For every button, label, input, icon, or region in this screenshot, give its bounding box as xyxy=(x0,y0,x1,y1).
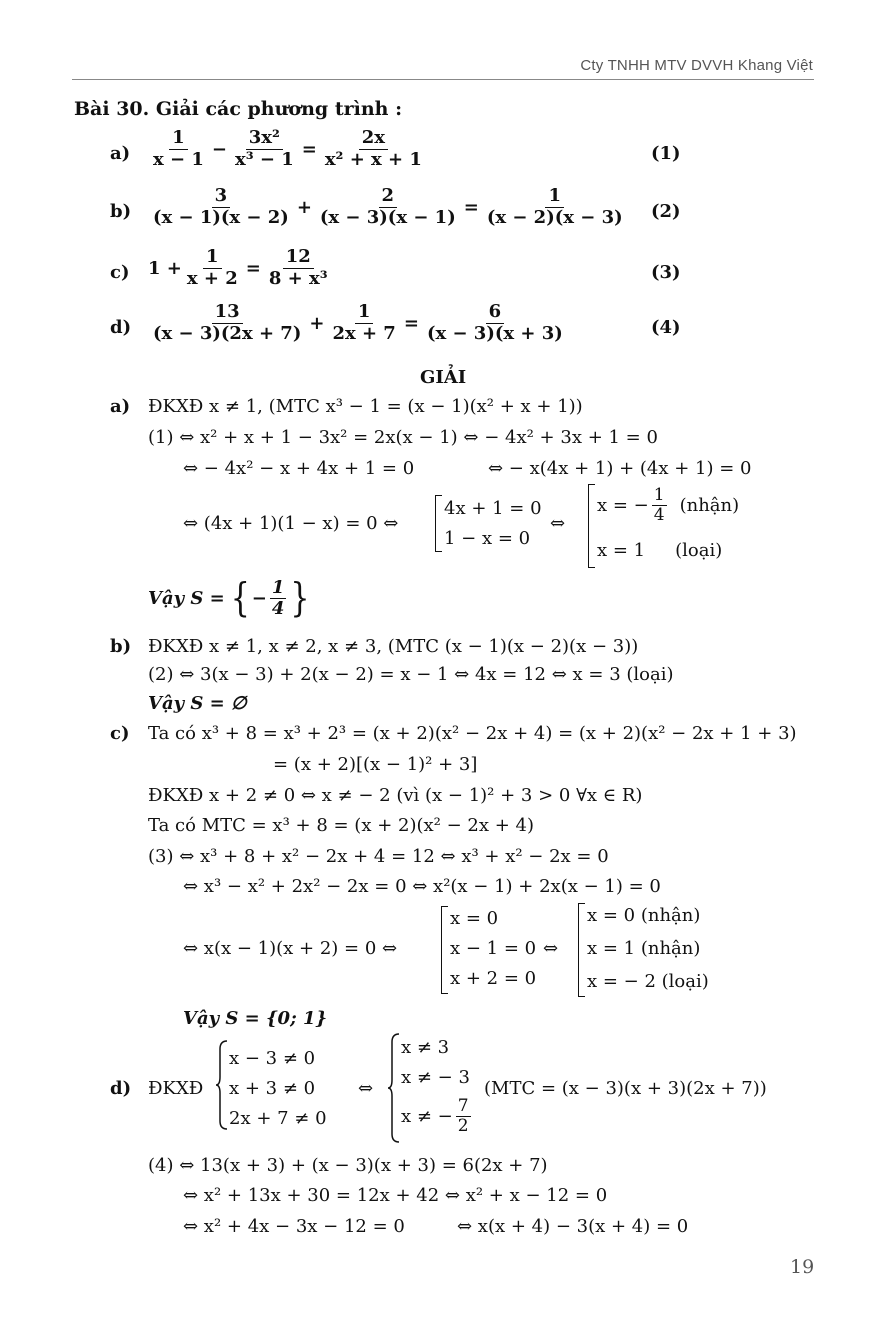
solution-a-line2: (1) ⇔ x² + x + 1 − 3x² = 2x(x − 1) ⇔ − 4x² + 3x + 1 = 0 xyxy=(148,427,658,448)
solution-a-line3b: ⇔ − x(4x + 1) + (4x + 1) = 0 xyxy=(488,458,752,479)
fraction: $\frac{1}{2x + 7}$ xyxy=(332,301,396,344)
fraction: $\frac{1}{(x - 2)(x - 3)}$ xyxy=(486,185,623,228)
equation-number: (4) xyxy=(651,317,681,338)
solution-c-conclusion: Vậy S = {0; 1} xyxy=(183,1008,328,1029)
solution-a-conclusion: Vậy S = { − $\frac{1}{4}$ } xyxy=(148,575,310,622)
system-line: 2x + 7 ≠ 0 xyxy=(229,1108,327,1129)
bracket xyxy=(588,484,595,568)
system-line: x ≠ − $\frac{7}{2}$ xyxy=(401,1096,469,1136)
brace xyxy=(387,1032,401,1144)
system-line: x ≠ 3 xyxy=(401,1037,450,1058)
solution-a-line1: ĐKXĐ x ≠ 1, (MTC x³ − 1 = (x − 1)(x² + x + 1)) xyxy=(148,396,583,417)
system-line: x = 0 xyxy=(450,908,499,929)
solution-b-conclusion: Vậy S = ∅ xyxy=(148,693,247,714)
equation-number: (1) xyxy=(651,143,681,164)
solution-c-line4: Ta có MTC = x³ + 8 = (x + 2)(x² − 2x + 4) xyxy=(148,815,534,836)
publisher-header: Cty TNHH MTV DVVH Khang Việt xyxy=(580,57,813,74)
problem-title: Bài 30. Giải các phương trình : xyxy=(74,98,403,120)
fraction: $\frac{2}{(x - 3)(x - 1)}$ xyxy=(319,185,456,228)
solution-c-line1: Ta có x³ + 8 = x³ + 2³ = (x + 2)(x² − 2x + 4) = (x + 2)(x² − 2x + 1 + 3) xyxy=(148,723,797,744)
problem-b-equation: $\frac{3}{(x - 1)(x - 2)}$ + $\frac{2}{(x - 3)(x - 1)}$ = $\frac{1}{(x - 2)(x - 3)}$ xyxy=(148,186,628,228)
solution-d-line3a: ⇔ x² + 4x − 3x − 12 = 0 xyxy=(183,1216,405,1237)
problem-a-equation: $\frac{1}{x - 1}$ − $\frac{\text{3x²}}{\text{x³ − 1}}$ = $\frac{2x}{\text{x² + x + 1}}$ xyxy=(148,128,427,170)
problem-c-label: c) xyxy=(110,262,130,283)
solution-d-line2: ⇔ x² + 13x + 30 = 12x + 42 ⇔ x² + x − 12 = 0 xyxy=(183,1185,608,1206)
solution-d-line3b: ⇔ x(x + 4) − 3(x + 4) = 0 xyxy=(457,1216,689,1237)
fraction: $\frac{12}{\text{8 + x³}}$ xyxy=(268,246,328,289)
solution-c-line6: ⇔ x³ − x² + 2x² − 2x = 0 ⇔ x²(x − 1) + 2x(x − 1) = 0 xyxy=(183,876,661,897)
solution-d-line1: (4) ⇔ 13(x + 3) + (x − 3)(x + 3) = 6(2x + 7) xyxy=(148,1155,548,1176)
system-line: x + 2 = 0 xyxy=(450,968,537,989)
fraction: $\frac{6}{(x - 3)(x + 3)}$ xyxy=(426,301,563,344)
solution-a-line3a: ⇔ − 4x² − x + 4x + 1 = 0 xyxy=(183,458,415,479)
system-line: x − 3 ≠ 0 xyxy=(229,1048,316,1069)
solution-b-line1: ĐKXĐ x ≠ 1, x ≠ 2, x ≠ 3, (MTC (x − 1)(x − 2)(x − 3)) xyxy=(148,636,639,657)
solution-d-mtc: (MTC = (x − 3)(x + 3)(2x + 7)) xyxy=(484,1078,767,1099)
problem-c-equation: 1 + $\frac{1}{x + 2}$ = $\frac{12}{\text{8 + x³}}$ xyxy=(148,247,333,289)
solution-b-label: b) xyxy=(110,636,132,657)
equivalence-arrow: ⇔ xyxy=(550,513,566,534)
solution-c-line5: (3) ⇔ x³ + 8 + x² − 2x + 4 = 12 ⇔ x³ + x² − 2x = 0 xyxy=(148,846,609,867)
solution-b-line2: (2) ⇔ 3(x − 3) + 2(x − 2) = x − 1 ⇔ 4x = 12 ⇔ x = 3 (loại) xyxy=(148,664,674,685)
system-line: 1 − x = 0 xyxy=(444,528,531,549)
solution-d-dkxd: ĐKXĐ xyxy=(148,1078,204,1099)
solution-c-label: c) xyxy=(110,723,130,744)
bracket xyxy=(441,906,448,994)
equation-number: (3) xyxy=(651,262,681,283)
bracket xyxy=(578,903,585,997)
header-rule xyxy=(72,79,814,80)
equation-number: (2) xyxy=(651,201,681,222)
fraction: $\frac{2x}{\text{x² + x + 1}}$ xyxy=(324,127,422,170)
system-line: x = 0 (nhận) xyxy=(587,905,701,926)
bracket xyxy=(435,495,442,552)
solution-a-line4: ⇔ (4x + 1)(1 − x) = 0 ⇔ xyxy=(183,513,399,534)
problem-d-equation: $\frac{13}{(x - 3)(2x + 7)}$ + $\frac{1}{2x + 7}$ = $\frac{6}{(x - 3)(x + 3)}$ xyxy=(148,302,568,344)
fraction: $\frac{1}{x - 1}$ xyxy=(153,127,204,170)
solution-a-label: a) xyxy=(110,396,131,417)
system-line: x − 1 = 0 xyxy=(450,938,537,959)
equivalence-arrow: ⇔ xyxy=(543,938,559,959)
system-line: x = 1 (loại) xyxy=(597,540,723,561)
system-line: x = − 2 (loại) xyxy=(587,971,709,992)
solution-c-line3: ĐKXĐ x + 2 ≠ 0 ⇔ x ≠ − 2 (vì (x − 1)² + 3 > 0 ∀x ∈ R) xyxy=(148,785,643,806)
equivalence-arrow: ⇔ xyxy=(358,1078,374,1099)
solution-heading: GIẢI xyxy=(420,367,467,388)
fraction: $\frac{13}{(x - 3)(2x + 7)}$ xyxy=(153,301,302,344)
system-line: x = − $\frac{1}{4}$ (nhận) xyxy=(597,485,740,525)
problem-a-label: a) xyxy=(110,143,131,164)
brace xyxy=(215,1039,229,1131)
system-line: 4x + 1 = 0 xyxy=(444,498,542,519)
system-line: x + 3 ≠ 0 xyxy=(229,1078,316,1099)
fraction: $\frac{\text{3x²}}{\text{x³ − 1}}$ xyxy=(234,127,294,170)
problem-d-label: d) xyxy=(110,317,132,338)
fraction: $\frac{1}{x + 2}$ xyxy=(186,246,238,289)
problem-b-label: b) xyxy=(110,201,132,222)
solution-c-line2: = (x + 2)[(x − 1)² + 3] xyxy=(273,754,478,775)
system-line: x = 1 (nhận) xyxy=(587,938,701,959)
solution-d-label: d) xyxy=(110,1078,132,1099)
page-number: 19 xyxy=(790,1256,815,1278)
fraction: $\frac{3}{(x - 1)(x - 2)}$ xyxy=(153,185,289,228)
solution-c-line7: ⇔ x(x − 1)(x + 2) = 0 ⇔ xyxy=(183,938,398,959)
system-line: x ≠ − 3 xyxy=(401,1067,470,1088)
